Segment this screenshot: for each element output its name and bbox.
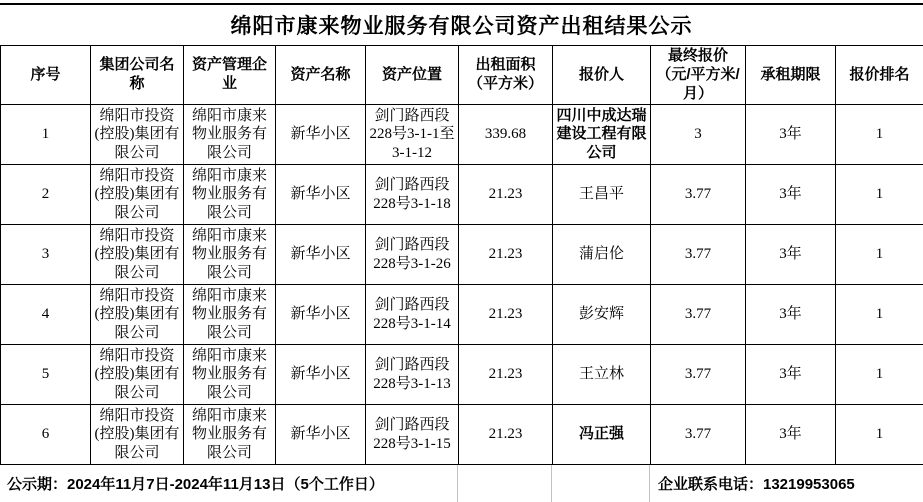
cell-bidder: 蒲启伦 bbox=[553, 225, 651, 285]
cell-bidder: 冯正强 bbox=[553, 405, 651, 465]
cell-asset-manager: 绵阳市康来物业服务有限公司 bbox=[184, 165, 276, 225]
cell-rank: 1 bbox=[836, 105, 923, 165]
cell-bidder: 王昌平 bbox=[553, 165, 651, 225]
cell-asset-name: 新华小区 bbox=[276, 105, 366, 165]
cell-group-company: 绵阳市投资(控股)集团有限公司 bbox=[91, 225, 184, 285]
cell-lease-term: 3年 bbox=[746, 225, 836, 285]
cell-serial: 2 bbox=[1, 165, 91, 225]
column-header-group-company: 集团公司名称 bbox=[91, 46, 184, 105]
column-header-final-price: 最终报价（元/平方米/月） bbox=[651, 46, 746, 105]
cell-group-company: 绵阳市投资(控股)集团有限公司 bbox=[91, 105, 184, 165]
publicity-period-text: 公示期：2024年11月7日-2024年11月13日（5个工作日） bbox=[0, 465, 458, 502]
cell-final-price: 3.77 bbox=[651, 405, 746, 465]
cell-bidder: 王立林 bbox=[553, 345, 651, 405]
column-header-asset-name: 资产名称 bbox=[276, 46, 366, 105]
cell-final-price: 3.77 bbox=[651, 165, 746, 225]
cell-final-price: 3.77 bbox=[651, 285, 746, 345]
table-row bbox=[1, 165, 923, 225]
cell-bidder: 四川中成达瑞建设工程有限公司 bbox=[553, 105, 651, 165]
cell-area: 339.68 bbox=[459, 105, 553, 165]
cell-area: 21.23 bbox=[459, 345, 553, 405]
column-header-serial: 序号 bbox=[1, 46, 91, 105]
cell-area: 21.23 bbox=[459, 405, 553, 465]
table-row bbox=[1, 105, 923, 165]
cell-rank: 1 bbox=[836, 285, 923, 345]
cell-rank: 1 bbox=[836, 225, 923, 285]
column-header-bidder: 报价人 bbox=[553, 46, 651, 105]
cell-lease-term: 3年 bbox=[746, 165, 836, 225]
cell-rank: 1 bbox=[836, 345, 923, 405]
cell-asset-manager: 绵阳市康来物业服务有限公司 bbox=[184, 225, 276, 285]
column-header-area: 出租面积（平方米） bbox=[459, 46, 553, 105]
cell-asset-manager: 绵阳市康来物业服务有限公司 bbox=[184, 285, 276, 345]
cell-area: 21.23 bbox=[459, 165, 553, 225]
cell-area: 21.23 bbox=[459, 225, 553, 285]
cell-group-company: 绵阳市投资(控股)集团有限公司 bbox=[91, 345, 184, 405]
cell-asset-location: 剑门路西段228号3-1-15 bbox=[366, 405, 459, 465]
cell-lease-term: 3年 bbox=[746, 285, 836, 345]
cell-serial: 1 bbox=[1, 105, 91, 165]
table-row bbox=[1, 405, 923, 465]
cell-asset-name: 新华小区 bbox=[276, 165, 366, 225]
cell-group-company: 绵阳市投资(控股)集团有限公司 bbox=[91, 405, 184, 465]
cell-final-price: 3.77 bbox=[651, 225, 746, 285]
cell-asset-name: 新华小区 bbox=[276, 345, 366, 405]
cell-lease-term: 3年 bbox=[746, 105, 836, 165]
cell-asset-name: 新华小区 bbox=[276, 285, 366, 345]
cell-group-company: 绵阳市投资(控股)集团有限公司 bbox=[91, 285, 184, 345]
cell-asset-location: 剑门路西段228号3-1-26 bbox=[366, 225, 459, 285]
footer-empty-cell bbox=[458, 465, 552, 502]
cell-area: 21.23 bbox=[459, 285, 553, 345]
contact-phone-text: 企业联系电话：13219953065 bbox=[658, 476, 855, 494]
cell-serial: 3 bbox=[1, 225, 91, 285]
cell-serial: 4 bbox=[1, 285, 91, 345]
cell-rank: 1 bbox=[836, 405, 923, 465]
column-header-rank: 报价排名 bbox=[836, 46, 923, 105]
cell-lease-term: 3年 bbox=[746, 405, 836, 465]
cell-bidder: 彭安辉 bbox=[553, 285, 651, 345]
cell-lease-term: 3年 bbox=[746, 345, 836, 405]
cell-final-price: 3 bbox=[651, 105, 746, 165]
cell-serial: 6 bbox=[1, 405, 91, 465]
cell-asset-name: 新华小区 bbox=[276, 405, 366, 465]
cell-rank: 1 bbox=[836, 165, 923, 225]
rental-results-table bbox=[0, 45, 923, 465]
header-row bbox=[1, 46, 923, 105]
page-title: 绵阳市康来物业服务有限公司资产出租结果公示 bbox=[0, 3, 923, 45]
cell-asset-manager: 绵阳市康来物业服务有限公司 bbox=[184, 405, 276, 465]
cell-asset-location: 剑门路西段228号3-1-1至3-1-12 bbox=[366, 105, 459, 165]
cell-group-company: 绵阳市投资(控股)集团有限公司 bbox=[91, 165, 184, 225]
table-row bbox=[1, 225, 923, 285]
column-header-asset-manager: 资产管理企业 bbox=[184, 46, 276, 105]
footer-row bbox=[0, 465, 923, 502]
table-row bbox=[1, 345, 923, 405]
column-header-lease-term: 承租期限 bbox=[746, 46, 836, 105]
cell-final-price: 3.77 bbox=[651, 345, 746, 405]
cell-asset-location: 剑门路西段228号3-1-18 bbox=[366, 165, 459, 225]
cell-asset-manager: 绵阳市康来物业服务有限公司 bbox=[184, 345, 276, 405]
footer-empty-cell bbox=[552, 465, 650, 502]
cell-asset-location: 剑门路西段228号3-1-13 bbox=[366, 345, 459, 405]
cell-asset-manager: 绵阳市康来物业服务有限公司 bbox=[184, 105, 276, 165]
cell-serial: 5 bbox=[1, 345, 91, 405]
table-row bbox=[1, 285, 923, 345]
column-header-asset-location: 资产位置 bbox=[366, 46, 459, 105]
cell-asset-name: 新华小区 bbox=[276, 225, 366, 285]
cell-asset-location: 剑门路西段228号3-1-14 bbox=[366, 285, 459, 345]
